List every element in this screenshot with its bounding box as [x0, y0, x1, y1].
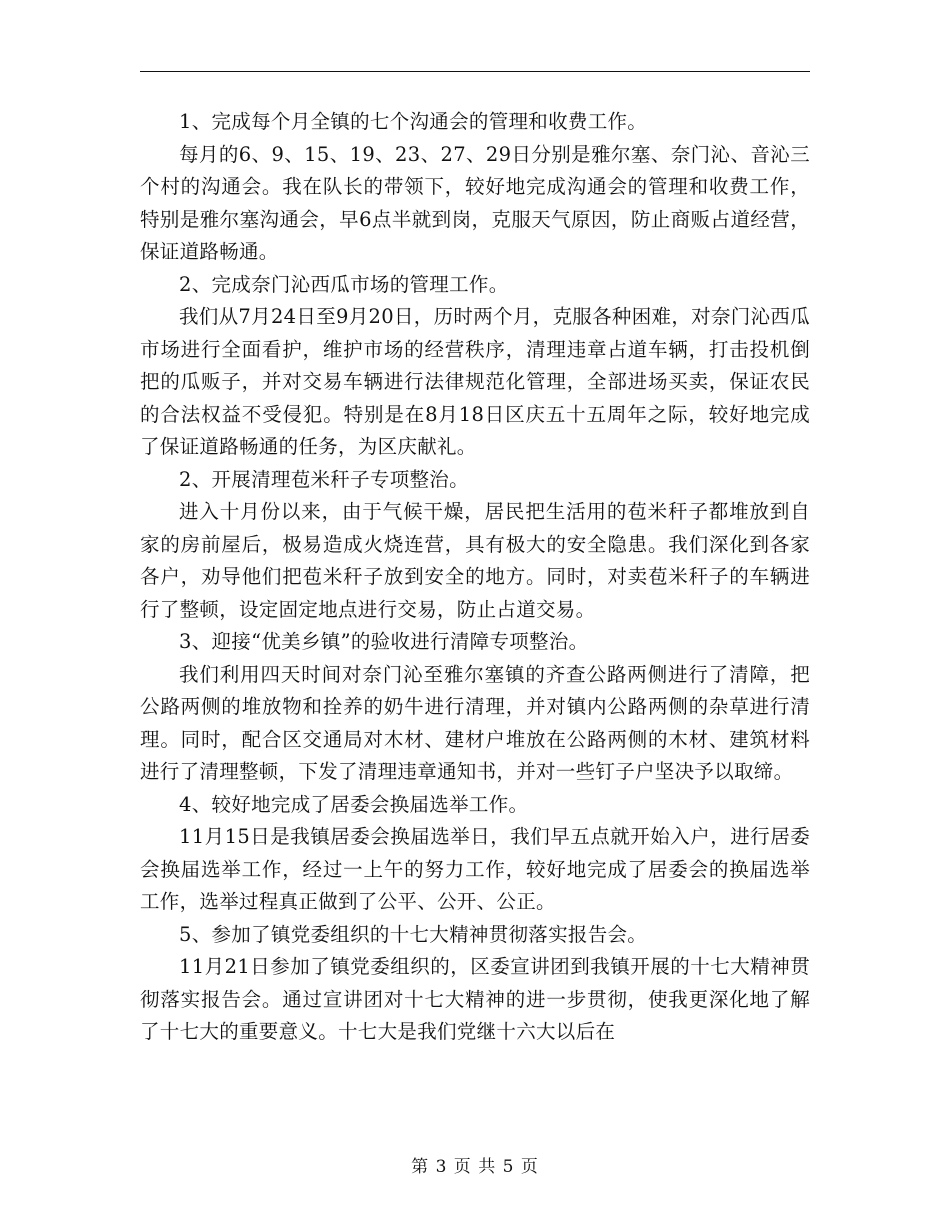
paragraph: 11月21日参加了镇党委组织的，区委宣讲团到我镇开展的十七大精神贯彻落实报告会。通过宣讲团对十七大精神的进一步贯彻，使我更深化地了解了十七大的重要意义。十七大是我们党继十六大以后在 — [140, 955, 810, 1043]
paragraph: 4、较好地完成了居委会换届选举工作。 — [179, 792, 529, 816]
paragraph: 2、开展清理苞米秆子专项整治。 — [179, 467, 469, 491]
paragraph: 3、迎接“优美乡镇”的验收进行清障专项整治。 — [179, 630, 589, 653]
paragraph: 2、完成奈门沁西瓜市场的管理工作。 — [179, 272, 509, 296]
paragraph: 5、参加了镇党委组织的十七大精神贯彻落实报告会。 — [179, 922, 648, 946]
body-text — [140, 106, 810, 1049]
paragraph: 我们利用四天时间对奈门沁至雅尔塞镇的齐查公路两侧进行了清障，把公路两侧的堆放物和拴养的奶牛进行清理，并对镇内公路两侧的杂草进行清理。同时，配合区交通局对木材、建材户堆放在公路两侧的木材、建筑材料进行了清理整顿，下发了清理违章通知书，并对一些钉子户坚决予以取缔。 — [140, 662, 810, 783]
page-number-label: 第 3 页 共 5 页 — [411, 1157, 539, 1177]
paragraph: 进入十月份以来，由于气候干燥，居民把生活用的苞米秆子都堆放到自家的房前屋后，极易造成火烧连营，具有极大的安全隐患。我们深化到各家各户，劝导他们把苞米秆子放到安全的地方。同时，对卖苞米秆子的车辆进行了整顿，设定固定地点进行交易，防止占道交易。 — [140, 500, 810, 621]
paragraph: 1、完成每个月全镇的七个沟通会的管理和收费工作。 — [179, 110, 648, 133]
paragraph: 每月的6、9、15、19、23、27、29日分别是雅尔塞、奈门沁、音沁三个村的沟通会。我在队长的带领下，较好地完成沟通会的管理和收费工作，特别是雅尔塞沟通会，早6点半就到岗，克服天气原因，防止商贩占道经营，保证道路畅通。 — [140, 142, 810, 263]
paragraph: 11月15日是我镇居委会换届选举日，我们早五点就开始入户，进行居委会换届选举工作，经过一上午的努力工作，较好地完成了居委会的换届选举工作，选举过程真正做到了公平、公开、公正。 — [140, 825, 810, 913]
paragraph: 我们从7月24日至9月20日，历时两个月，克服各种困难，对奈门沁西瓜市场进行全面看护，维护市场的经营秩序，清理违章占道车辆，打击投机倒把的瓜贩子，并对交易车辆进行法律规范化管理，全部进场买卖，保证农民的合法权益不受侵犯。特别是在8月18日区庆五十五周年之际，较好地完成了保证道路畅通的任务，为区庆献礼。 — [140, 305, 810, 458]
page-footer — [0, 1152, 950, 1177]
header-rule — [140, 71, 810, 72]
